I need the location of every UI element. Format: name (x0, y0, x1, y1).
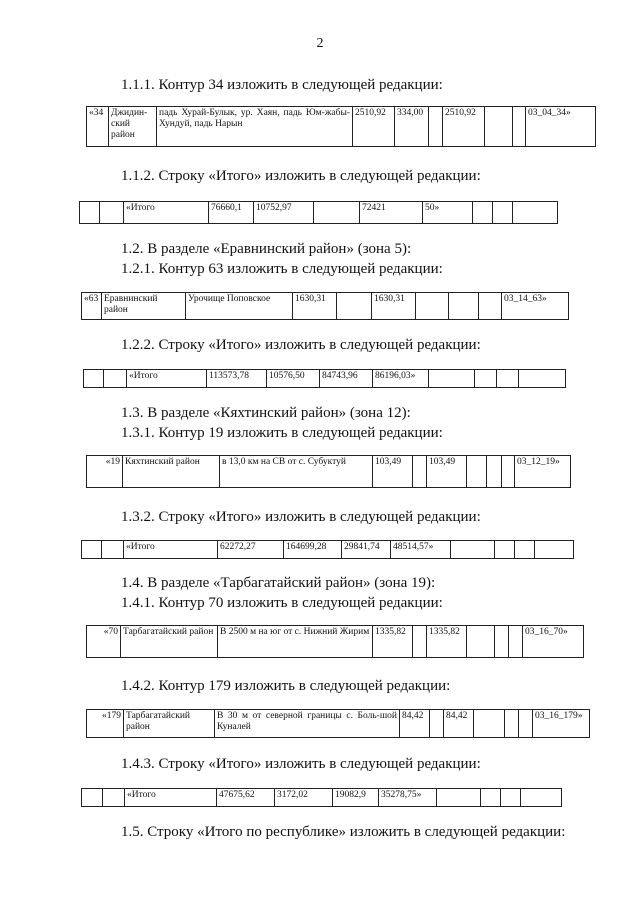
table-cell: «179 (87, 710, 124, 738)
table-cell: Тарбагатайский район (121, 626, 218, 658)
table-cell: 03_14_63» (502, 293, 569, 320)
table-cell: 1630,31 (293, 293, 337, 320)
table-cell (413, 456, 427, 488)
heading-total-3: 1.3.2. Строку «Итого» изложить в следующей редакции: (121, 509, 481, 525)
table-cell: «Итого (124, 541, 218, 559)
heading-eravna-section: 1.2. В разделе «Еравнинский район» (зона 5): (121, 241, 412, 257)
table-cell (413, 626, 427, 658)
table-cell: 50» (423, 202, 473, 224)
table-cell (493, 202, 513, 224)
table-cell: 03_04_34» (526, 107, 596, 147)
table-cell: 84743,96 (320, 370, 373, 388)
table-cell (104, 370, 127, 388)
table-cell: 2510,92 (353, 107, 395, 147)
table-cell (519, 710, 533, 738)
table-cell: 48514,57» (391, 541, 451, 559)
table-cell: 03_16_179» (533, 710, 590, 738)
table-cell (513, 202, 558, 224)
table-cell: 1335,82 (373, 626, 413, 658)
table-cell (429, 107, 443, 147)
table-cell (513, 107, 526, 147)
table-cell (515, 541, 535, 559)
table-cell: 3172,02 (275, 789, 333, 807)
table-cell (509, 626, 523, 658)
table-cell (495, 541, 515, 559)
heading-contour-70: 1.4.1. Контур 70 изложить в следующей редакции: (121, 595, 443, 611)
table-cell: 10576,50 (267, 370, 320, 388)
table-cell: «34 (87, 107, 109, 147)
table-cell: 19082,9 (333, 789, 379, 807)
table-cell: Тарбагатайский район (124, 710, 215, 738)
table-cell (495, 626, 509, 658)
table-cell: 03_12_19» (515, 456, 571, 488)
heading-contour-19: 1.3.1. Контур 19 изложить в следующей редакции: (121, 425, 443, 441)
table-cell: 1630,31 (372, 293, 416, 320)
table-cell: Кяхтинский район (123, 456, 220, 488)
table-cell: 103,49 (373, 456, 413, 488)
table-cell (497, 370, 519, 388)
table-cell: 164699,28 (284, 541, 342, 559)
table-cell (505, 710, 519, 738)
page-number: 2 (316, 36, 324, 51)
table-total-2 (83, 369, 566, 388)
table-cell: 47675,62 (217, 789, 275, 807)
table-cell (467, 456, 487, 488)
table-cell (84, 370, 104, 388)
table-cell: 1335,82 (427, 626, 467, 658)
table-contour-19 (86, 455, 571, 488)
table-cell: Урочище Поповское (186, 293, 293, 320)
table-cell: Еравнинский район (102, 293, 186, 320)
table-cell (314, 202, 360, 224)
table-cell (449, 293, 479, 320)
table-cell: 86196,03» (373, 370, 429, 388)
table-contour-70 (86, 625, 584, 658)
table-cell: «19 (87, 456, 123, 488)
heading-tarbagatay-section: 1.4. В разделе «Тарбагатайский район» (зона 19): (121, 575, 436, 591)
table-cell: 10752,97 (254, 202, 314, 224)
table-cell (430, 710, 444, 738)
table-cell (437, 789, 481, 807)
table-cell (429, 370, 475, 388)
table-cell: «70 (87, 626, 121, 658)
table-cell (82, 541, 102, 559)
table-cell: «Итого (127, 370, 207, 388)
table-cell (501, 789, 521, 807)
table-cell: 03_16_70» (523, 626, 584, 658)
table-cell (451, 541, 495, 559)
table-contour-34 (86, 106, 596, 147)
table-cell: 103,49 (427, 456, 467, 488)
table-cell: 84,42 (444, 710, 474, 738)
table-cell (481, 789, 501, 807)
table-cell: 334,00 (395, 107, 429, 147)
table-cell: Джидин-ский район (109, 107, 157, 147)
table-cell: 2510,92 (443, 107, 485, 147)
table-cell (103, 789, 125, 807)
table-cell (337, 293, 372, 320)
table-cell: 72421 (360, 202, 423, 224)
table-cell (535, 541, 574, 559)
table-cell (467, 626, 495, 658)
table-cell (479, 293, 502, 320)
table-cell (502, 456, 515, 488)
table-cell: 76660,1 (209, 202, 254, 224)
table-cell: «63 (82, 293, 102, 320)
heading-total-1: 1.1.2. Строку «Итого» изложить в следующей редакции: (121, 168, 481, 184)
table-cell: падь Хурай-Булык, ур. Хаян, падь Юм-жабы-Хундуй, падь Нарын (157, 107, 353, 147)
table-cell: 35278,75» (379, 789, 437, 807)
table-total-3 (81, 540, 574, 559)
table-cell (80, 202, 100, 224)
table-cell (519, 370, 566, 388)
table-contour-63 (81, 292, 569, 320)
heading-kyakhta-section: 1.3. В разделе «Кяхтинский район» (зона 12): (121, 405, 411, 421)
heading-republic-total: 1.5. Строку «Итого по республике» изложить в следующей редакции: (121, 824, 566, 840)
table-cell: «Итого (125, 789, 217, 807)
table-cell (474, 710, 505, 738)
table-cell: 29841,74 (342, 541, 391, 559)
table-cell (487, 456, 502, 488)
table-cell: в 13,0 км на СВ от с. Субуктуй (220, 456, 373, 488)
table-total-1 (79, 201, 558, 224)
heading-contour-179: 1.4.2. Контур 179 изложить в следующей редакции: (121, 678, 451, 694)
table-cell: 62272,27 (218, 541, 284, 559)
heading-contour-34: 1.1.1. Контур 34 изложить в следующей редакции: (121, 77, 443, 93)
table-cell (473, 202, 493, 224)
table-cell (102, 541, 124, 559)
heading-total-4: 1.4.3. Строку «Итого» изложить в следующей редакции: (121, 756, 481, 772)
table-cell (82, 789, 103, 807)
table-contour-179 (86, 709, 590, 738)
table-total-4 (81, 788, 562, 807)
table-cell: В 30 м от северной границы с. Боль-шой Куналей (215, 710, 400, 738)
table-cell (521, 789, 562, 807)
table-cell: 84,42 (400, 710, 430, 738)
table-cell (100, 202, 124, 224)
table-cell (475, 370, 497, 388)
heading-contour-63: 1.2.1. Контур 63 изложить в следующей редакции: (121, 261, 443, 277)
heading-total-2: 1.2.2. Строку «Итого» изложить в следующей редакции: (121, 337, 481, 353)
table-cell: «Итого (124, 202, 209, 224)
table-cell (416, 293, 449, 320)
table-cell (485, 107, 513, 147)
table-cell: В 2500 м на юг от с. Нижний Жирим (218, 626, 373, 658)
table-cell: 113573,78 (207, 370, 267, 388)
